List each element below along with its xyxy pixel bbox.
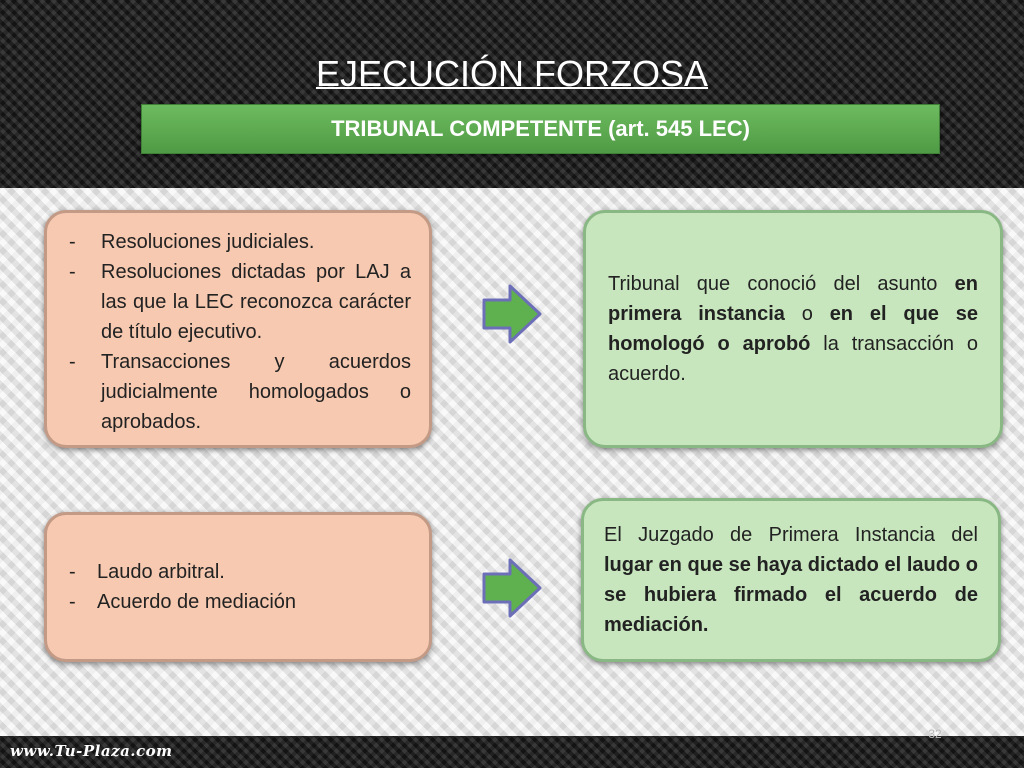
court-description <box>608 269 978 389</box>
list-item: - Transacciones y acuerdos judicialmente homologados o aprobados. <box>65 347 411 437</box>
text-segment-bold: en primera instancia <box>608 273 978 325</box>
subtitle-banner <box>141 104 940 154</box>
slide-title: EJECUCIÓN FORZOSA <box>315 53 709 94</box>
list-item: - Resoluciones dictadas por LAJ a las que la LEC reconozca carácter de título ejecutivo. <box>65 257 411 347</box>
court-box-first-instance <box>583 210 1003 448</box>
text-segment: o <box>784 303 830 325</box>
text-segment: Tribunal que conoció del asunto <box>608 273 955 295</box>
text-segment-bold: en el que se homologó o aprobó <box>608 303 978 355</box>
text-segment-bold: lugar en que se haya dictado el laudo o se hubiera firmado el acuerdo de mediación. <box>604 554 978 636</box>
text-segment: El Juzgado de Primera Instancia del <box>604 524 978 546</box>
subtitle-text: TRIBUNAL COMPETENTE (art. 545 LEC) <box>331 116 750 141</box>
list-item: - Acuerdo de mediación <box>65 587 411 617</box>
court-box-arbitral <box>581 498 1001 662</box>
right-arrow-icon <box>482 284 542 344</box>
source-list <box>65 557 411 617</box>
list-item: - Laudo arbitral. <box>65 557 411 587</box>
court-description <box>604 520 978 640</box>
source-box-judicial <box>44 210 432 448</box>
source-box-arbitral <box>44 512 432 662</box>
list-item: - Resoluciones judiciales. <box>65 227 411 257</box>
right-arrow-icon <box>482 558 542 618</box>
text-segment: la transacción o acuerdo. <box>608 333 978 385</box>
page-number: 32 <box>928 727 942 741</box>
footer-brand: www.Tu-Plaza.com <box>10 742 173 760</box>
source-list <box>65 227 411 437</box>
